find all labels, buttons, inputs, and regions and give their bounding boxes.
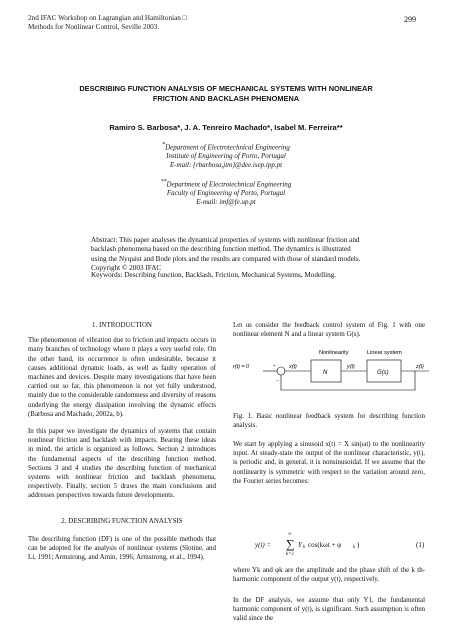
- affiliation-1: [100, 141, 352, 170]
- intro-paragraph-2: In this paper we investigate the dynamics of systems that contain nonlinear friction and backlash with impacts. Bearing these ideas in mind, the article is organized as follows. Section 2 introduces the fundamental aspects of the describing function method. Sections 3 and 4 studies the describing function of mechanical systems with nonlinear friction and backlash phenomena, respectively. Finally, section 5 draws the main conclusions and addresses perspectives towards future developments.: [28, 427, 216, 500]
- abstract: Abstract: This paper analyses the dynamical properties of systems with nonlinear friction and backlash phenomena based on the describing function method. The dynamics is illustrated using the Nyquist and Bode plots and the results are compared with those of standard models. Copyright © 2003 IFAC: [91, 236, 361, 273]
- affiliation-2-dept: Department of Electrotechnical Engineering: [166, 180, 292, 189]
- affiliation-2-inst: Faculty of Engineering of Porto, Portugal: [166, 189, 286, 198]
- affiliation-1-mark: *: [162, 142, 166, 148]
- keywords: Keywords: Describing function, Backlash, Friction, Mechanical Systems, Modelling.: [91, 271, 337, 279]
- fig-label-nonlinearity: Nonlinearity: [319, 350, 349, 356]
- fig-label-linear-system: Linear system: [367, 350, 402, 356]
- fig-summing-junction: [277, 367, 285, 375]
- eq-sum-bottom: k=1: [286, 552, 295, 557]
- fig-y-label: y(t): [347, 364, 355, 370]
- section-2-heading: 2. DESCRIBING FUNCTION ANALYSIS: [61, 516, 183, 525]
- eq-lhs: y(t) =: [255, 541, 272, 549]
- paper-title: [60, 84, 392, 104]
- fig-g-label: G(s): [377, 370, 389, 376]
- fig-minus-sign: −: [276, 378, 279, 384]
- fig-input-label: r(t) = 0: [233, 364, 250, 370]
- right-paragraph-2: We start by applying a sinusoid x(t) = X sin(ωt) to the nonlinearity input. At steady-state the output of the nonlinear characteristic, y(t), is periodic and, in general, it is nonsinusoidal. If we assume that the nonlinearity is symmetric with respect to the variation around zero, the Fourier series becomes:: [233, 440, 425, 485]
- header-line-2: Methods for Nonlinear Control, Seville 2003.: [28, 23, 160, 31]
- fig-n-label: N: [323, 370, 328, 376]
- header-line-1: 2nd IFAC Workshop on Lagrangian and Hamiltonian □: [28, 14, 188, 22]
- eq-sum-sign: ∑: [286, 537, 295, 551]
- affiliation-1-inst: Institute of Engineering of Porto, Portugal: [166, 152, 286, 161]
- running-header: [28, 14, 187, 32]
- fig-feedback-path: [281, 371, 415, 390]
- fig-x-label: x(t): [289, 364, 297, 370]
- authors: Ramiro S. Barbosa*, J. A. Tenreiro Machado*, Isabel M. Ferreira**: [109, 123, 343, 132]
- eq-sum-top: ∞: [288, 532, 292, 537]
- eq-close: ): [357, 541, 360, 549]
- right-paragraph-3: where Yk and φk are the amplitude and the phase shift of the k th-harmonic component of the output y(t), respectively.: [233, 566, 425, 584]
- eq-body: Y: [298, 541, 302, 549]
- title-line-1: DESCRIBING FUNCTION ANALYSIS OF MECHANICAL SYSTEMS WITH NONLINEAR: [79, 84, 373, 93]
- figure-1-block-diagram: [233, 346, 429, 396]
- eq-number: (1): [416, 541, 425, 549]
- affiliation-2-email: E-mail: imf@fe.up.pt: [196, 198, 256, 207]
- eq-phi-sub: k: [353, 545, 356, 550]
- affiliation-2-mark: **: [160, 179, 167, 185]
- affiliation-2: [100, 178, 352, 207]
- df-paragraph-1: The describing function (DF) is one of the possible methods that can be adopted for the analysis of nonlinear systems (Slotine, and Li, 1991; Armstrong, and Amin, 1996; Armstrong, et al., 1994).: [28, 534, 216, 562]
- fig-z-label: z(t): [416, 364, 424, 370]
- right-column-intro: Let us consider the feedback control system of Fig. 1 with one nonlinear element N and a linear system G(s).: [233, 321, 425, 339]
- right-paragraph-4: In the DF analysis, we assume that only Y1, the fundamental harmonic component of y(t), is significant. Such assumption is often valid since the: [233, 596, 425, 623]
- equation-1: [255, 534, 430, 562]
- fig-plus-sign: +: [273, 363, 276, 368]
- title-line-2: FRICTION AND BACKLASH PHENOMENA: [152, 94, 300, 103]
- eq-cos: cos(kωt + φ: [308, 541, 342, 549]
- affiliation-1-dept: Department of Electrotechnical Engineering: [165, 143, 290, 152]
- figure-1-caption: Fig. 1. Basic nonlinear feedback system for describing function analysis.: [233, 412, 425, 430]
- affiliation-1-email: E-mail: {rbarbosa,jtm}@dee.isep.ipp.pt: [169, 161, 283, 170]
- intro-paragraph-1: The phenomenon of vibration due to friction and impacts occurs in many branches of technology where it plays a very useful role. On the other hand, its occurrence is often undesirable, because it causes additional dynamic loads, as well as faulty operation of machines and devices. Despite many investigations that have been carried out so far, this phenomenon is not yet fully understood, mainly due to the considerable randomness and diversity of reasons underlying the energy dissipation involving the dynamic effects (Barbosa and Machado, 2002a, b).: [28, 336, 216, 418]
- page-number: 299: [404, 15, 416, 24]
- eq-body-sub: k: [303, 545, 306, 550]
- left-column: [28, 321, 216, 562]
- section-1-heading: 1. INTRODUCTION: [92, 321, 152, 329]
